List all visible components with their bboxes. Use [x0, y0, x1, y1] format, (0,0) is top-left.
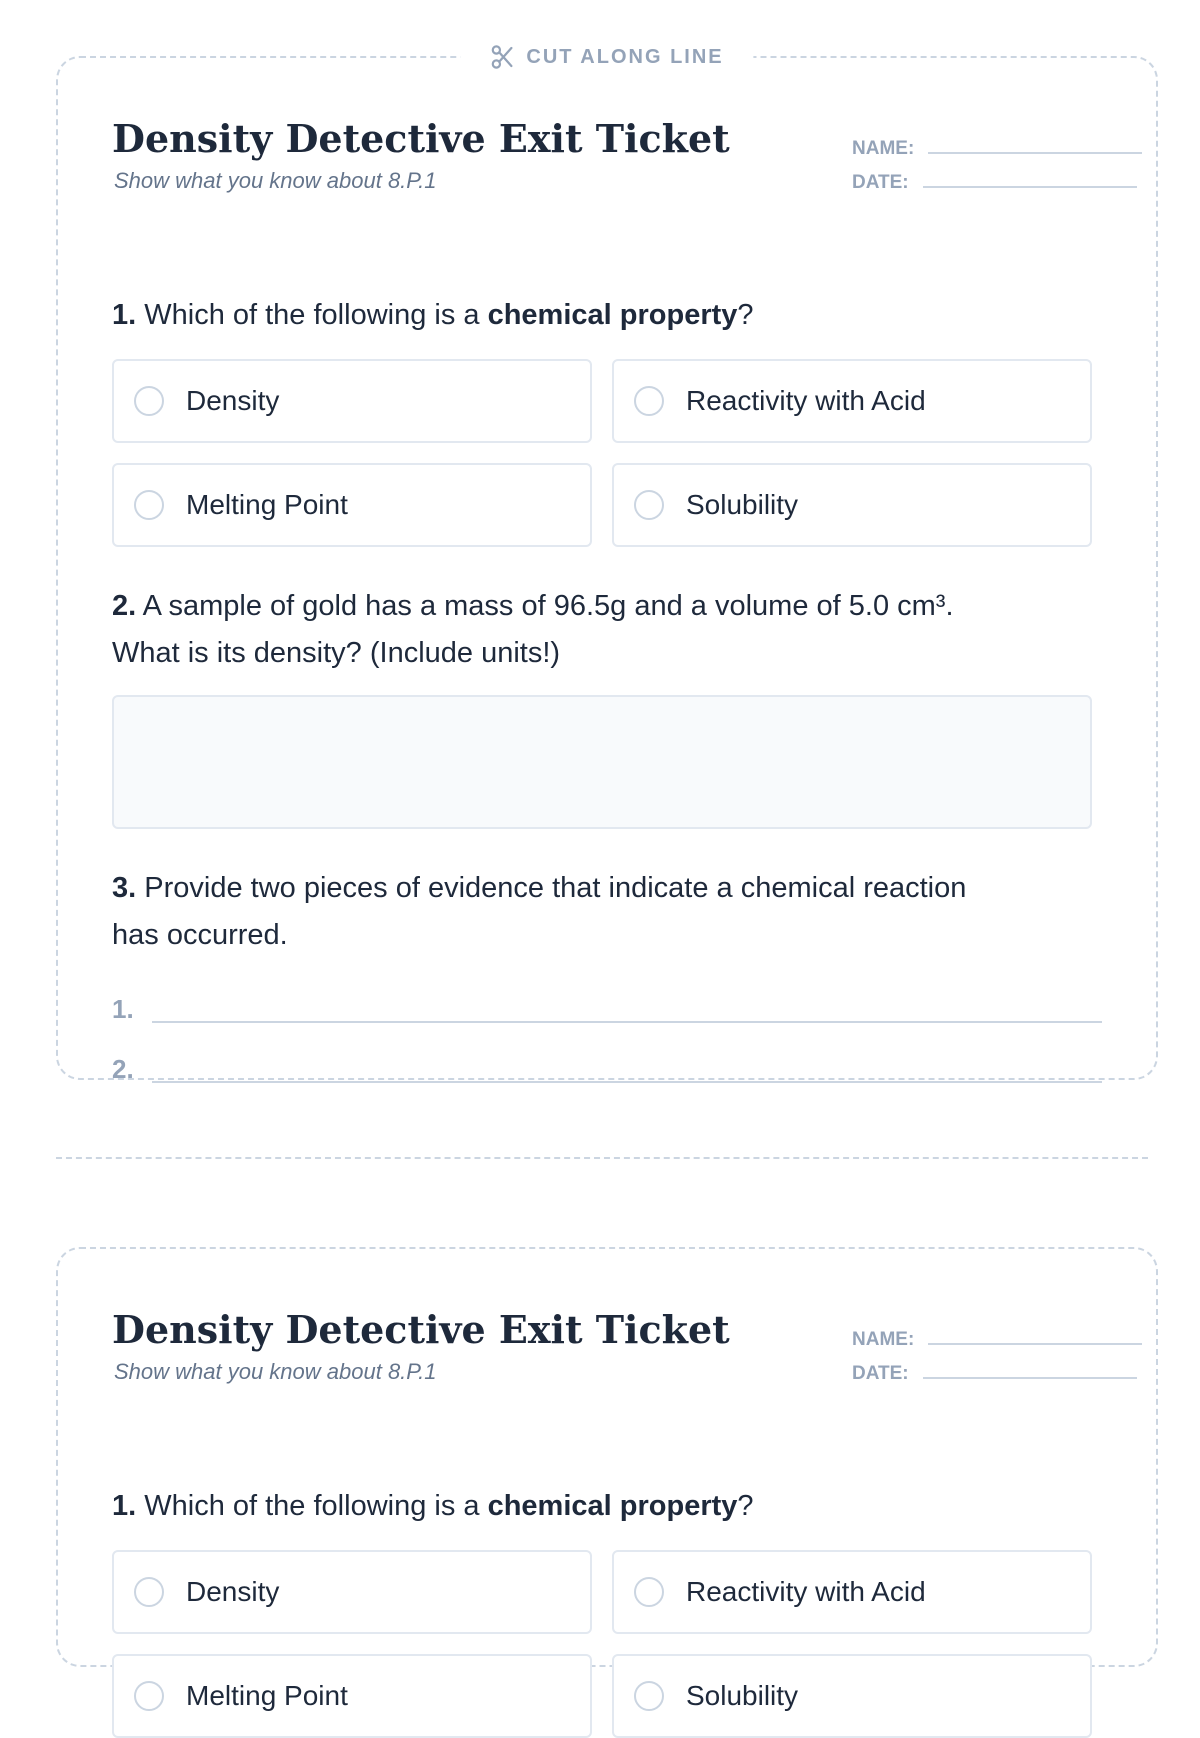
name-date-block [852, 126, 1152, 194]
question-1 [112, 292, 1102, 339]
ticket-title: Density Detective Exit Ticket [112, 116, 730, 161]
evidence-line-2[interactable] [112, 1029, 1102, 1089]
evidence-blank[interactable] [152, 1081, 1102, 1083]
option-label: Melting Point [186, 1680, 348, 1711]
option-label: Reactivity with Acid [686, 1576, 926, 1607]
question-2-number: 2. [112, 590, 137, 622]
evidence-lines [112, 969, 1102, 1089]
option-density[interactable] [112, 359, 592, 443]
radio-circle-icon[interactable] [634, 386, 664, 416]
option-label: Solubility [686, 1680, 799, 1711]
question-1-number: 1. [112, 1490, 137, 1522]
ticket-title: Density Detective Exit Ticket [112, 1307, 730, 1352]
name-label: NAME: [852, 1329, 915, 1350]
question-1-text: Which of the following is a [144, 1490, 488, 1522]
name-row [852, 1317, 1152, 1351]
question-1-options [112, 1550, 1102, 1738]
radio-circle-icon[interactable] [634, 1681, 664, 1711]
option-density[interactable] [112, 1550, 592, 1634]
name-blank[interactable] [928, 1343, 1142, 1345]
question-1-emphasis: chemical property [487, 1490, 738, 1522]
option-label: Reactivity with Acid [686, 385, 926, 416]
name-label: NAME: [852, 138, 915, 159]
question-3-text-line-1: Provide two pieces of evidence that indicate a chemical reaction [144, 872, 967, 904]
cut-along-line-text: CUT ALONG LINE [526, 46, 724, 68]
option-reactivity-with-acid[interactable] [612, 359, 1092, 443]
question-2-text-line-2: What is its density? (Include units!) [112, 637, 561, 669]
exit-ticket-1 [56, 46, 1158, 1084]
option-label: Density [186, 385, 280, 416]
date-blank[interactable] [923, 186, 1137, 188]
question-3-text-line-2: has occurred. [112, 919, 288, 951]
date-label: DATE: [852, 172, 909, 193]
question-1-end: ? [737, 1490, 754, 1522]
radio-circle-icon[interactable] [634, 490, 664, 520]
option-reactivity-with-acid[interactable] [612, 1550, 1092, 1634]
ticket-header [112, 58, 1102, 208]
radio-circle-icon[interactable] [134, 386, 164, 416]
question-2 [112, 583, 1102, 677]
ticket-subtitle: Show what you know about 8.P.1 [114, 1359, 437, 1384]
question-1-options [112, 359, 1102, 547]
name-row [852, 126, 1152, 160]
question-3-number: 3. [112, 872, 137, 904]
evidence-line-1[interactable] [112, 969, 1102, 1029]
question-3 [112, 865, 1102, 959]
option-solubility[interactable] [612, 1654, 1092, 1738]
exit-ticket-2 [56, 1247, 1158, 1711]
date-blank[interactable] [923, 1377, 1137, 1379]
question-1-end: ? [737, 299, 754, 331]
date-label: DATE: [852, 1363, 909, 1384]
option-label: Melting Point [186, 489, 348, 520]
density-answer-box[interactable] [112, 695, 1092, 829]
name-date-block [852, 1317, 1152, 1385]
question-1-number: 1. [112, 299, 137, 331]
evidence-line-number: 1. [112, 994, 134, 1024]
evidence-line-number: 2. [112, 1054, 134, 1084]
radio-circle-icon[interactable] [134, 1681, 164, 1711]
option-label: Solubility [686, 489, 799, 520]
question-1 [112, 1483, 1102, 1530]
option-melting-point[interactable] [112, 463, 592, 547]
question-1-text: Which of the following is a [144, 299, 488, 331]
radio-circle-icon[interactable] [634, 1577, 664, 1607]
ticket-header [112, 1249, 1102, 1399]
date-row [852, 1351, 1152, 1385]
option-label: Density [186, 1576, 280, 1607]
question-2-text-line-1: A sample of gold has a mass of 96.5g and a volume of 5.0 cm³. [142, 590, 954, 622]
name-blank[interactable] [928, 152, 1142, 154]
evidence-blank[interactable] [152, 1021, 1102, 1023]
option-solubility[interactable] [612, 463, 1092, 547]
option-melting-point[interactable] [112, 1654, 592, 1738]
ticket-subtitle: Show what you know about 8.P.1 [114, 168, 437, 193]
radio-circle-icon[interactable] [134, 1577, 164, 1607]
radio-circle-icon[interactable] [134, 490, 164, 520]
date-row [852, 160, 1152, 194]
cut-divider-line [56, 1157, 1148, 1159]
question-1-emphasis: chemical property [487, 299, 738, 331]
